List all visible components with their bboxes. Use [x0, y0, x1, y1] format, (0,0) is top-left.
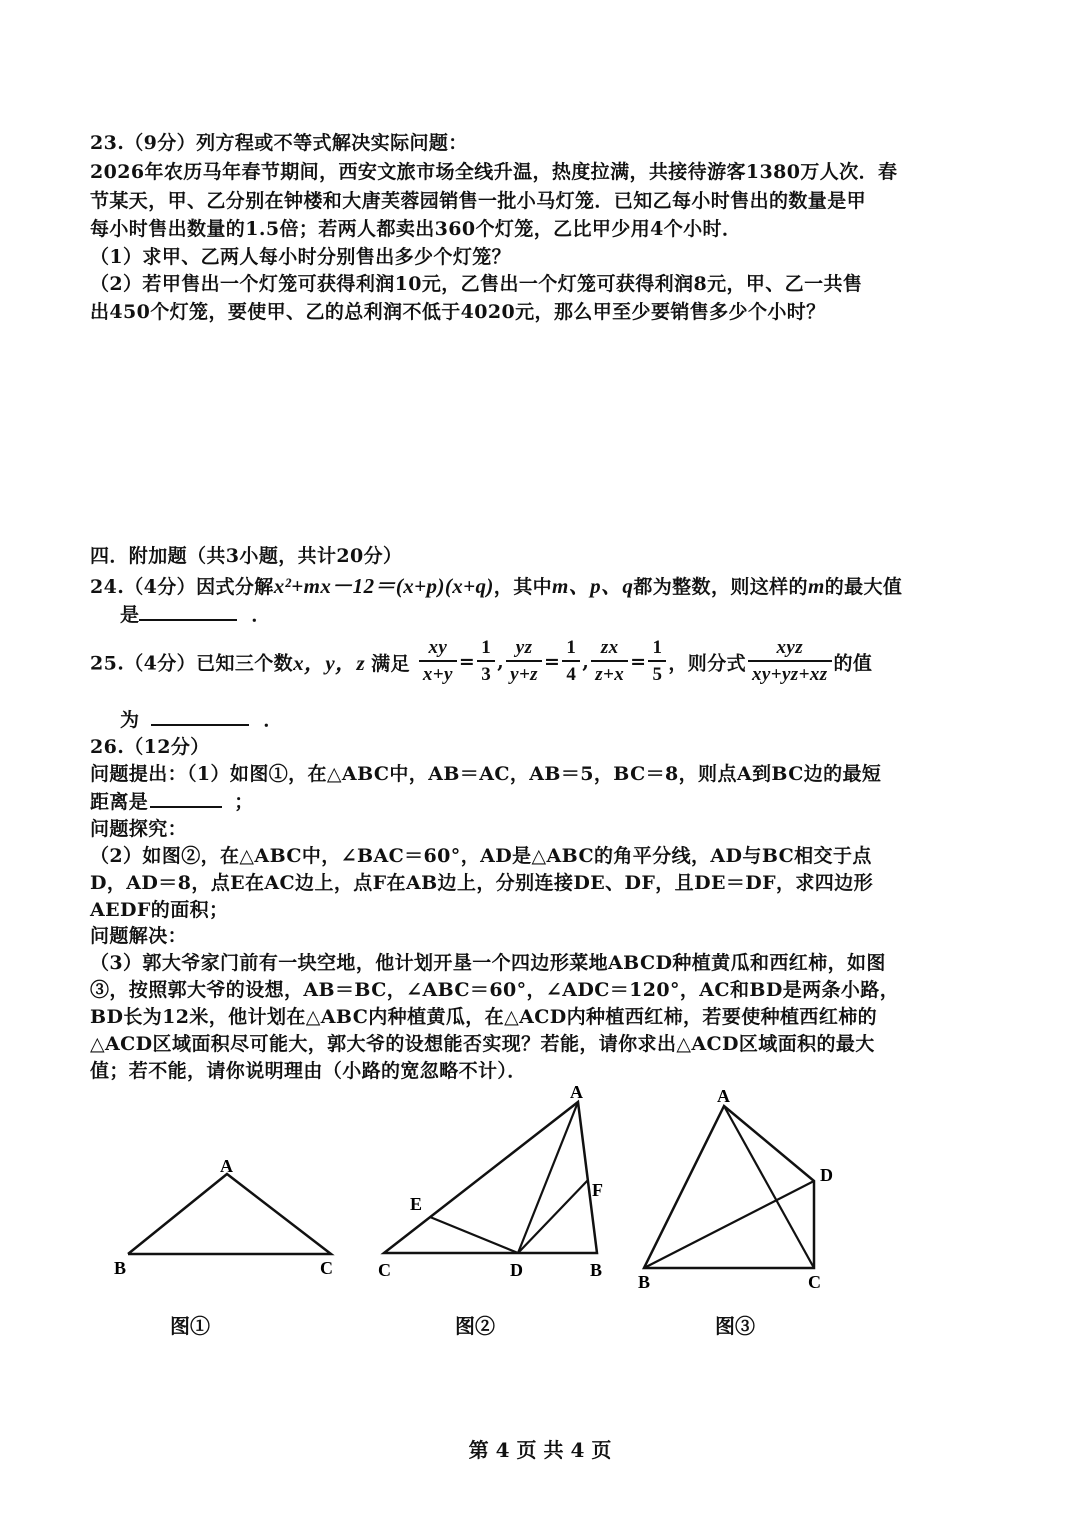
q25-dot: ．: [263, 709, 283, 731]
q25-vars: x，y，z: [293, 651, 366, 675]
figure-3: [630, 1080, 850, 1295]
q23-part-2a: （2）若甲售出一个灯笼可获得利润10元，乙售出一个灯笼可获得利润8元，甲、乙一共售: [90, 273, 863, 295]
q26-heading: 26.（12分）: [90, 736, 210, 758]
q25-fraction-one-third: $\frac{1}{3}$: [477, 636, 495, 688]
q26-explore-line-1: （2）如图②，在△ABC中，∠BAC＝60°，AD是△ABC的角平分线，AD与BC相交于点: [90, 845, 872, 867]
fig2-label-b: B: [590, 1260, 603, 1280]
q26-distance-label: 距离是: [90, 791, 149, 813]
q26-problem-line-1: 问题提出：（1）如图①，在△ABC中，AB＝AC，AB＝5，BC＝8，则点A到BC边的最短: [90, 763, 882, 785]
q24-vars: m、p、q: [552, 574, 634, 598]
q23-line-2: 节某天，甲、乙分别在钟楼和大唐芙蓉园销售一批小马灯笼．已知乙每小时售出的数量是甲: [90, 190, 867, 212]
q24-answer-blank[interactable]: [139, 601, 237, 621]
fig3-quadrilateral: [644, 1106, 814, 1268]
fig3-diagonal-bd: [644, 1181, 814, 1268]
fig2-label-c: C: [378, 1260, 391, 1280]
figure-3-caption: 图③: [715, 1314, 755, 1338]
fig2-label-f: F: [592, 1180, 603, 1200]
q26-explore-line-2: D，AD＝8，点E在AC边上，点F在AB边上，分别连接DE、DF，且DE＝DF，求四边形: [90, 872, 874, 894]
fig3-label-c: C: [808, 1272, 821, 1292]
page-footer: 第 4 页 共 4 页: [468, 1438, 612, 1462]
q26-solve-line-1: （3）郭大爷家门前有一块空地，他计划开垦一个四边形菜地ABCD种植黄瓜和西红柿，如图: [90, 952, 886, 974]
q25-then: ，则分式: [668, 652, 746, 675]
figure-1-caption: 图①: [170, 1314, 210, 1338]
fig2-segment-de: [430, 1217, 518, 1253]
fig2-label-d: D: [510, 1260, 523, 1280]
q25-end: 的值: [833, 652, 873, 675]
q24-mid: ，其中: [493, 576, 552, 598]
fig2-segment-df: [518, 1180, 588, 1253]
q25-fraction-one-fifth: $\frac{1}{5}$: [648, 636, 666, 688]
q24-line2-text: 是: [120, 604, 140, 626]
q23-heading: 23.（9分）列方程或不等式解决实际问题：: [90, 132, 468, 154]
q26-problem-line-2: [90, 787, 254, 814]
q24-suffix: 都为整数，则这样的: [633, 576, 808, 598]
figure-2-caption: 图②: [455, 1314, 495, 1338]
q26-answer-blank[interactable]: [150, 788, 222, 808]
figure-1: [100, 1150, 350, 1280]
fig1-label-a: A: [220, 1156, 233, 1176]
figure-2: [360, 1080, 630, 1280]
q23-part-2b: 出450个灯笼，要使甲、乙的总利润不低于4020元，那么甲至少要销售多少个小时？: [90, 301, 826, 323]
q23-line-3: 每小时售出数量的1.5倍；若两人都卖出360个灯笼，乙比甲少用4个小时．: [90, 218, 742, 240]
q26-solve-line-5: 值；若不能，请你说明理由（小路的宽忽略不计）．: [90, 1060, 527, 1082]
q26-solve-line-3: BD长为12米，他计划在△ABC内种植黄瓜，在△ACD内种植西红柿，若要使种植西红柿的: [90, 1006, 878, 1028]
q23-part-1: （1）求甲、乙两人每小时分别售出多少个灯笼？: [90, 246, 512, 268]
fig3-label-b: B: [638, 1272, 651, 1292]
q24-end: 的最大值: [824, 576, 903, 598]
q26-solve-line-4: △ACD区域面积尽可能大，郭大爷的设想能否实现？若能，请你求出△ACD区域面积的最大: [90, 1033, 875, 1055]
fig1-triangle: [128, 1174, 331, 1254]
q24-line-1: [90, 570, 902, 600]
fig3-label-a: A: [717, 1086, 730, 1106]
q23-line-1: 2026年农历马年春节期间，西安文旅市场全线升温，热度拉满，共接待游客1380万人次．春: [90, 161, 898, 183]
q25-prefix: 25.（4分）已知三个数: [90, 652, 294, 675]
q24-m: m: [807, 574, 825, 598]
q25-answer-blank[interactable]: [151, 706, 249, 726]
q25-fraction-one-fourth: $\frac{1}{4}$: [562, 636, 580, 688]
fig2-label-a: A: [570, 1082, 583, 1102]
q25-fraction-zx: $\frac{zx}{z+x}$: [591, 636, 628, 688]
q26-explore-line-3: AEDF的面积；: [90, 899, 229, 921]
q25-line-1: 25.（4分）已知三个数x，y，z 满足 $\frac{xy}{x+y}$ = $\frac{1}{3}$ , $\frac{yz}{y+z}$ = $\frac{1}{4}$ , $\frac{zx}{z+x}$ = $\frac{1}{5}$ ，则分式 $\frac{\text{xyz}}{xy+yz+xz}$ 的值: [90, 636, 872, 688]
q24-line-2: [120, 600, 271, 627]
fig1-label-c: C: [320, 1258, 333, 1278]
q24-dot: ．: [251, 604, 271, 626]
fig1-label-b: B: [114, 1258, 127, 1278]
fig2-label-e: E: [410, 1194, 423, 1214]
q25-satisfy: 满足: [371, 652, 410, 675]
q24-expression: x²+mx－12＝(x+p)(x+q): [273, 574, 494, 598]
section-4-title: 四．附加题（共3小题，共计20分）: [90, 545, 403, 567]
q26-solve-line-2: ③，按照郭大爷的设想，AB＝BC，∠ABC＝60°，∠ADC＝120°，AC和BD是两条小路，: [90, 979, 900, 1001]
fig2-triangle: [384, 1102, 597, 1253]
q26-explore-heading: 问题探究：: [90, 818, 188, 840]
q25-line2-text: 为: [120, 709, 140, 731]
q26-semicolon: ；: [234, 791, 254, 813]
q25-fraction-xy: $\frac{xy}{x+y}$: [419, 636, 457, 688]
q25-target-fraction: $\frac{\text{xyz}}{xy+yz+xz}$: [748, 636, 832, 688]
q24-prefix: 24.（4分）因式分解: [90, 576, 274, 598]
fig3-label-d: D: [820, 1165, 833, 1185]
q25-fraction-yz: $\frac{yz}{y+z}$: [506, 636, 542, 688]
q26-solve-heading: 问题解决：: [90, 925, 188, 947]
q25-line-2: [120, 705, 283, 732]
